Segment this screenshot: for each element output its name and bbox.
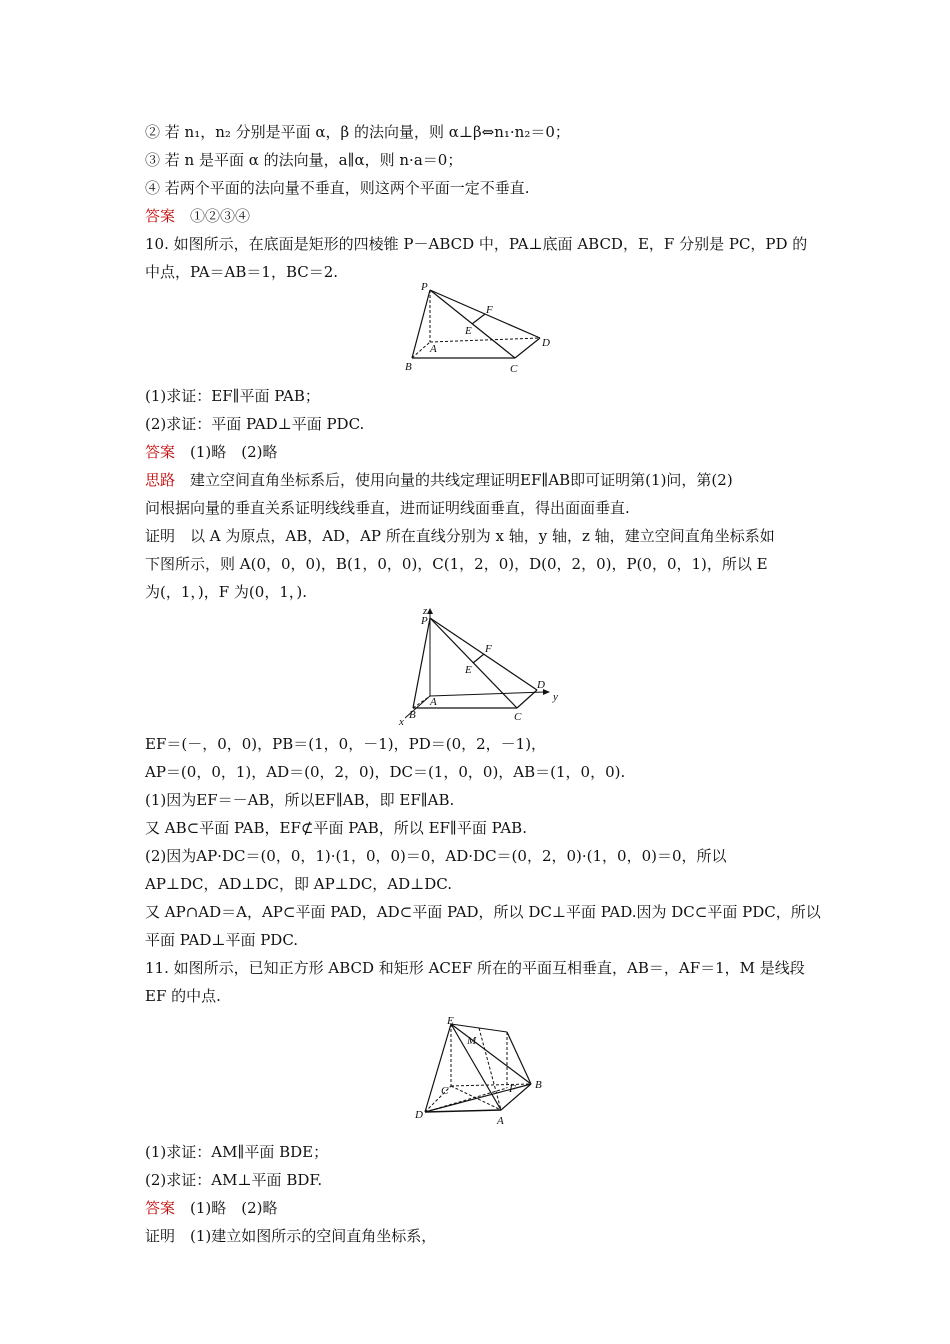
answer-label: 答案: [145, 207, 176, 225]
part-2: (2)求证：AM⊥平面 BDF.: [145, 1171, 323, 1189]
proof-text: 证明 以 A 为原点，AB，AD，AP 所在直线分别为 x 轴，y 轴，z 轴，建立空间直角坐标系如: [145, 527, 775, 545]
question-10-text: 10. 如图所示，在底面是矩形的四棱锥 P－ABCD 中，PA⊥底面 ABCD，E，F 分别是 PC，PD 的: [145, 235, 808, 253]
idea-text: 问根据向量的垂直关系证明线线垂直，进而证明线面垂直，得出面面垂直.: [145, 499, 630, 517]
fig-label: E: [465, 325, 472, 337]
proof-text: (2)因为AP·DC＝(0，0，1)·(1，0，0)＝0，AD·DC＝(0，2，0)·(1，0，0)＝0，所以: [145, 847, 727, 865]
answer-text: (1)略 (2)略: [190, 1199, 278, 1217]
text-line: ② 若 n₁，n₂ 分别是平面 α，β 的法向量，则 α⊥β⇔n₁·n₂＝0；: [145, 123, 570, 141]
idea-line: [145, 466, 810, 494]
proof-text: AP＝(0，0，1)，AD＝(0，2，0)，DC＝(1，0，0)，AB＝(1，0，0).: [145, 763, 626, 781]
fig-label: D: [415, 1109, 423, 1121]
text-line: ③ 若 n 是平面 α 的法向量，a∥α，则 n·a＝0；: [145, 151, 463, 169]
fig-label: A: [430, 343, 437, 355]
answer-line: [145, 438, 810, 466]
fig-label: F: [486, 304, 493, 316]
fig-label: P: [421, 281, 428, 293]
text-line: ④ 若两个平面的法向量不垂直，则这两个平面一定不垂直.: [145, 179, 530, 197]
fig-label: B: [409, 709, 416, 721]
proof-text: EF＝(－，0，0)，PB＝(1，0，－1)，PD＝(0，2，－1)，: [145, 735, 547, 753]
part-2: (2)求证：平面 PAD⊥平面 PDC.: [145, 415, 365, 433]
fig-label: E: [465, 664, 472, 676]
fig-label: B: [535, 1079, 542, 1091]
fig-label: M: [467, 1035, 477, 1047]
fig-label: C: [441, 1085, 449, 1097]
fig-label: z: [423, 605, 428, 617]
idea-label: 思路: [145, 471, 176, 489]
fig-label: C: [510, 363, 518, 375]
fig-label: B: [405, 361, 412, 373]
question-11-text: 11. 如图所示，已知正方形 ABCD 和矩形 ACEF 所在的平面互相垂直，AB＝，AF＝1，M 是线段: [145, 959, 805, 977]
fig-label: F: [485, 643, 492, 655]
coordinate-diagram: [395, 604, 595, 728]
pyramid-figure: [145, 281, 810, 382]
fig-label: y: [553, 691, 558, 703]
answer-line: [145, 202, 810, 230]
fig-label: A: [497, 1115, 504, 1127]
fig-label: D: [542, 337, 550, 349]
coordinate-figure: [145, 606, 810, 730]
fig-label: E: [447, 1016, 454, 1027]
idea-text: 建立空间直角坐标系后，使用向量的共线定理证明EF∥AB即可证明第(1)问，第(2): [190, 471, 733, 489]
answer-text: (1)略 (2)略: [190, 443, 278, 461]
fig-label: D: [537, 679, 545, 691]
part-1: (1)求证：AM∥平面 BDE；: [145, 1143, 329, 1161]
proof-text: 平面 PAD⊥平面 PDC.: [145, 931, 299, 949]
answer-label: 答案: [145, 443, 176, 461]
proof-text: 下图所示，则 A(0，0，0)，B(1，0，0)，C(1，2，0)，D(0，2，0)，P(0，0，1)，所以 E: [145, 555, 768, 573]
proof-text: 证明 (1)建立如图所示的空间直角坐标系，: [145, 1227, 437, 1245]
proof-text: 又 AP∩AD＝A，AP⊂平面 PAD，AD⊂平面 PAD，所以 DC⊥平面 PAD.因为 DC⊂平面 PDC，所以: [145, 903, 821, 921]
part-1: (1)求证：EF∥平面 PAB；: [145, 387, 320, 405]
proof-text: 为(，1，)，F 为(0，1，).: [145, 583, 307, 601]
answer-label: 答案: [145, 1199, 176, 1217]
answer-line: [145, 1194, 810, 1222]
fig-label: A: [430, 696, 437, 708]
question-10-text: 中点，PA＝AB＝1，BC＝2.: [145, 263, 339, 281]
document-page: [145, 118, 821, 1250]
square-rectangle-figure: [145, 1010, 810, 1138]
question-11-text: EF 的中点.: [145, 987, 221, 1005]
proof-text: (1)因为EF＝－AB，所以EF∥AB，即 EF∥AB.: [145, 791, 455, 809]
proof-text: AP⊥DC，AD⊥DC，即 AP⊥DC，AD⊥DC.: [145, 875, 453, 893]
pyramid-diagram: [400, 280, 600, 376]
fig-label: F: [509, 1083, 516, 1095]
proof-text: 又 AB⊂平面 PAB，EF⊄平面 PAB，所以 EF∥平面 PAB.: [145, 819, 527, 837]
fig-label: C: [514, 711, 522, 723]
square-rectangle-diagram: [403, 1016, 603, 1136]
answer-text: ①②③④: [190, 207, 251, 225]
fig-label: P: [421, 615, 428, 627]
fig-label: x: [399, 716, 404, 728]
